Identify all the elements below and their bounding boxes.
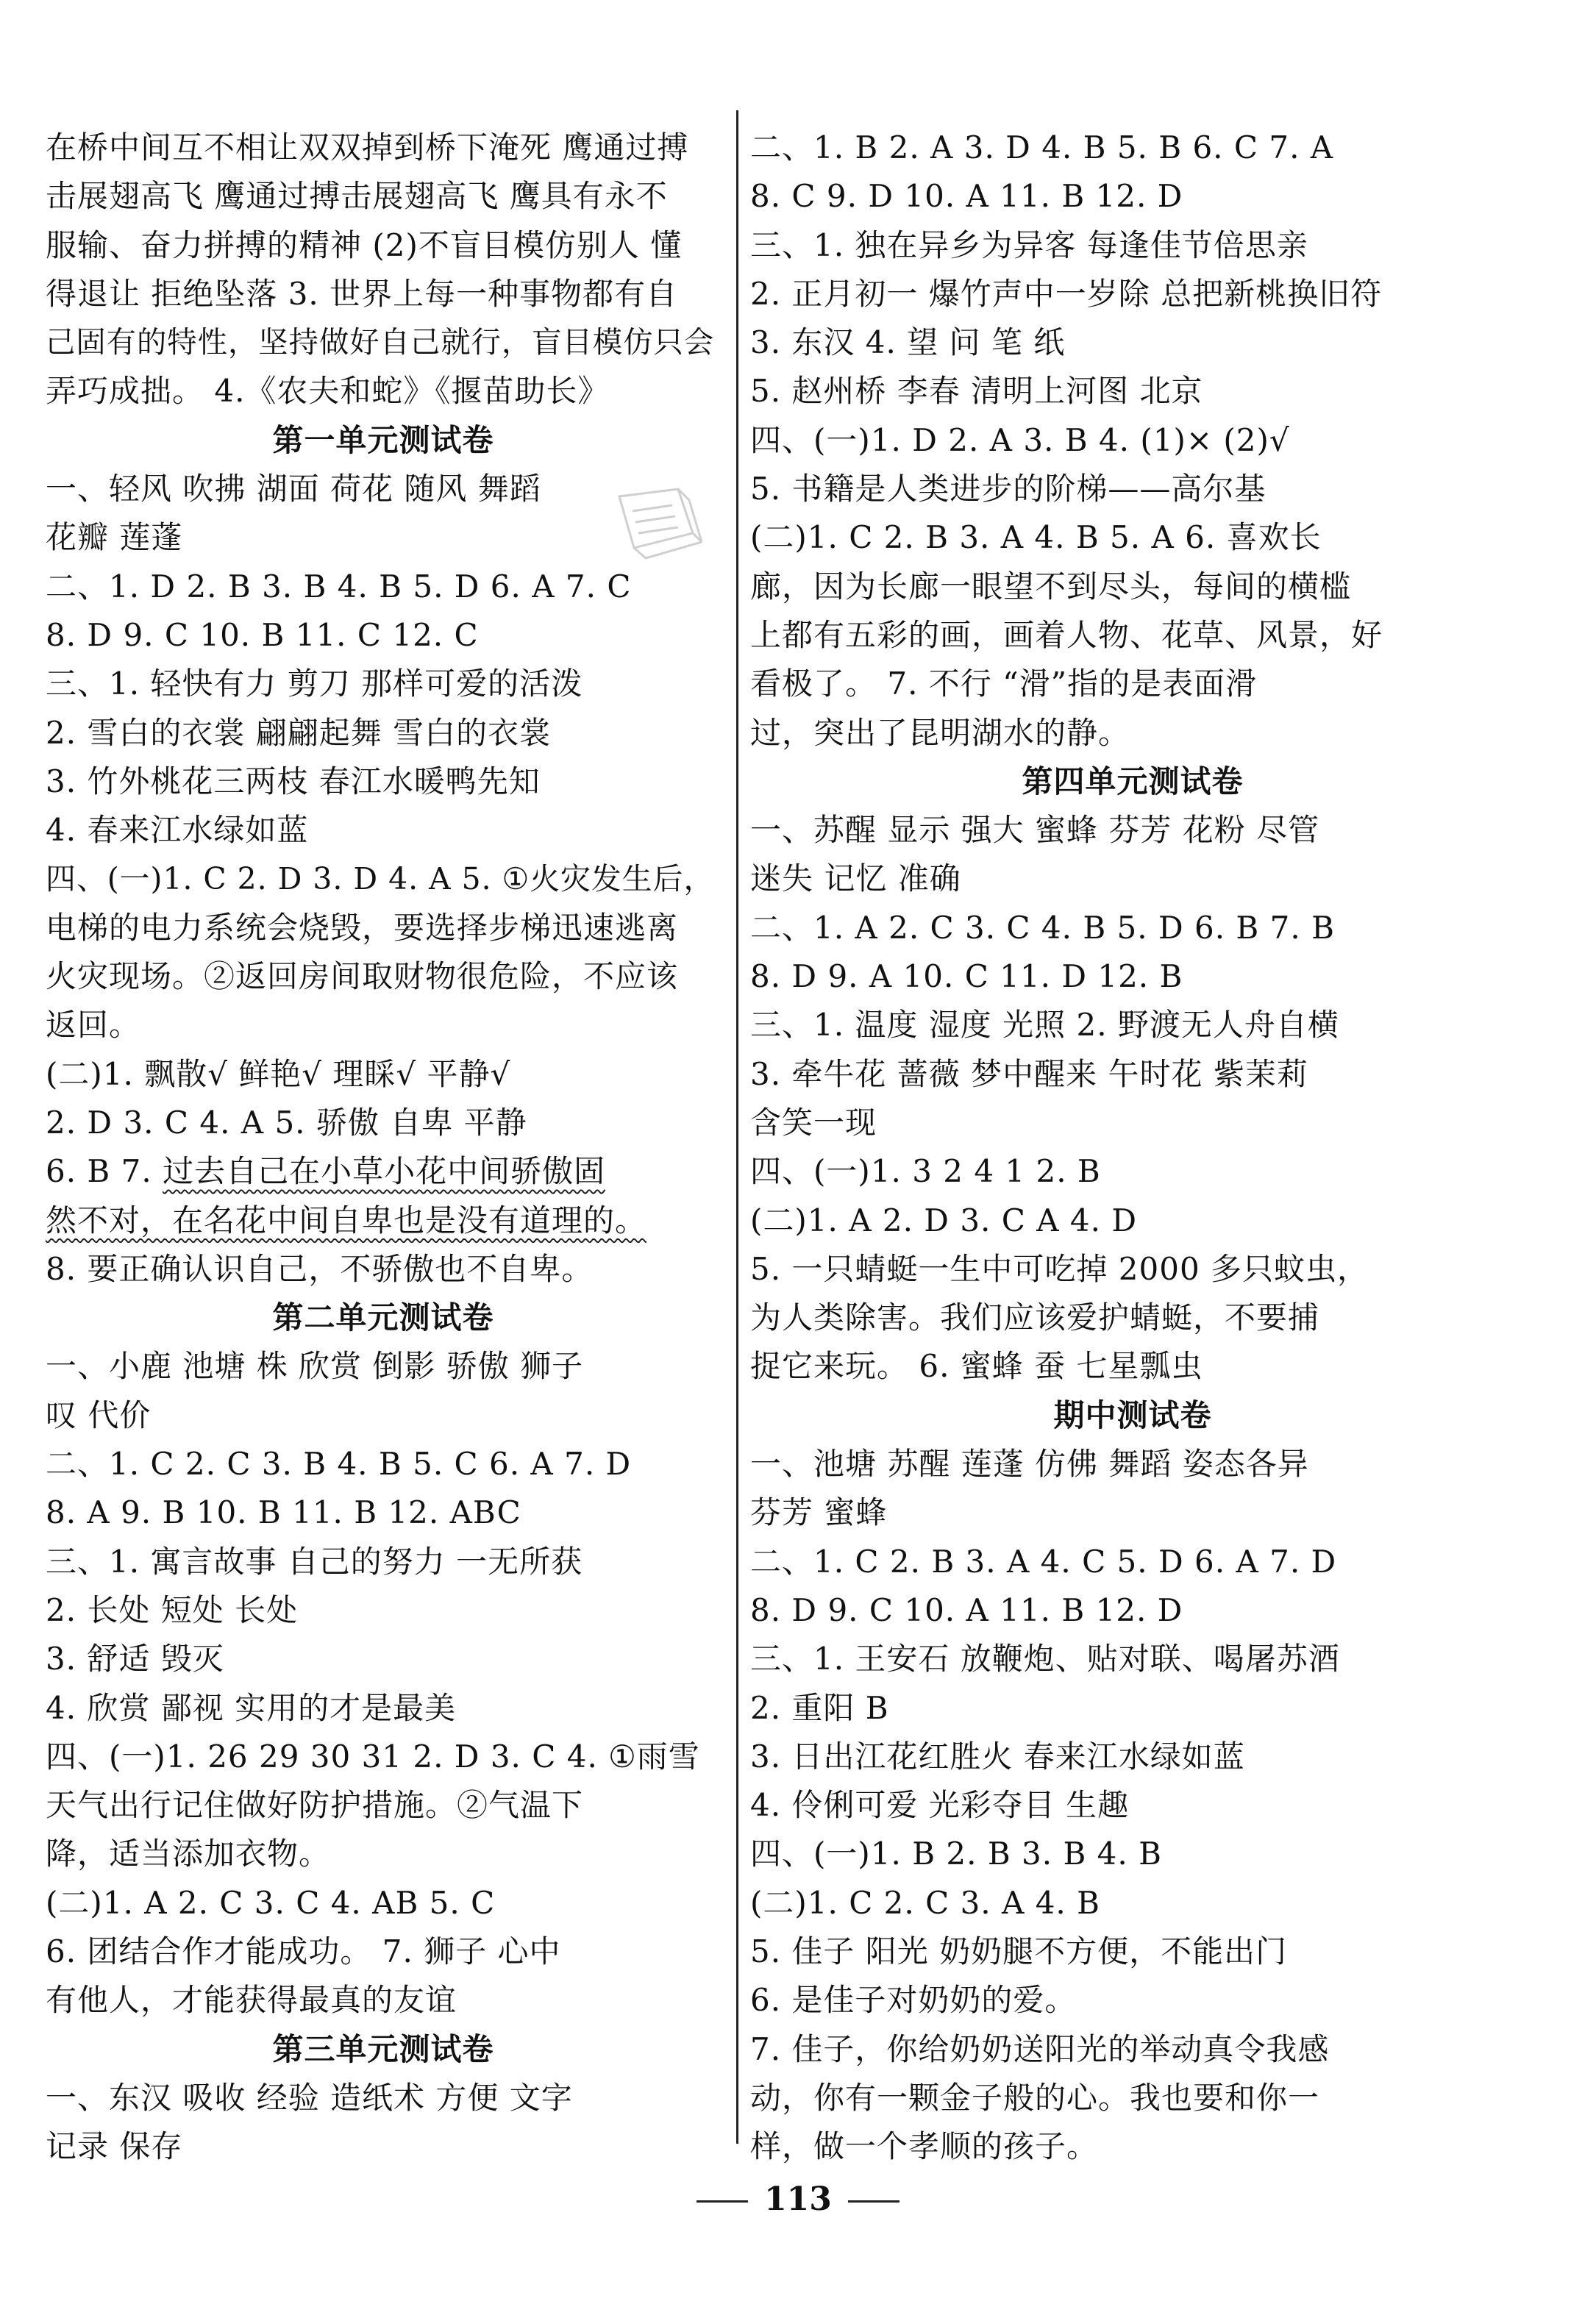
page-number-dash-left bbox=[697, 2200, 748, 2203]
right-answer-line: (二)1. A 2. D 3. C A 4. D bbox=[750, 1202, 1138, 1238]
left-answer-line: 火灾现场。②返回房间取财物很危险，不应该 bbox=[46, 958, 679, 995]
left-answer-line: 得退让 拒绝坠落 3. 世界上每一种事物都有自 bbox=[46, 275, 678, 312]
right-answer-line: 动，你有一颗金子般的心。我也要和你一 bbox=[750, 2079, 1320, 2116]
section-heading: 第四单元测试卷 bbox=[1022, 763, 1244, 799]
left-answer-line: 有他人，才能获得最真的友谊 bbox=[46, 1982, 457, 2019]
wavy-underlined-answer: 然不对，在名花中间自卑也是没有道理的。 bbox=[46, 1202, 647, 1238]
right-answer-line: 样，做一个孝顺的孩子。 bbox=[750, 2128, 1099, 2165]
right-answer-line: 一、池塘 苏醒 莲蓬 仿佛 舞蹈 姿态各异 bbox=[750, 1446, 1309, 1483]
right-answer-line: 3. 日出江花红胜火 春来江水绿如蓝 bbox=[750, 1738, 1245, 1775]
left-answer-line: 记录 保存 bbox=[46, 2128, 183, 2165]
left-answer-line: (二)1. A 2. C 3. C 4. AB 5. C bbox=[46, 1884, 496, 1921]
right-answer-line: 5. 书籍是人类进步的阶梯——高尔基 bbox=[750, 471, 1267, 507]
right-answer-line: 迷失 记忆 准确 bbox=[750, 860, 961, 897]
right-answer-line: (二)1. C 2. C 3. A 4. B bbox=[750, 1884, 1100, 1921]
left-answer-line: (二)1. 飘散√ 鲜艳√ 理睬√ 平静√ bbox=[46, 1055, 511, 1092]
left-answer-line: 花瓣 莲蓬 bbox=[46, 519, 183, 556]
left-answer-line: 3. 竹外桃花三两枝 春江水暖鸭先知 bbox=[46, 763, 541, 799]
right-answer-line: 捉它来玩。 6. 蜜蜂 蚕 七星瓢虫 bbox=[750, 1348, 1203, 1385]
left-answer-line: 二、1. D 2. B 3. B 4. B 5. D 6. A 7. C bbox=[46, 568, 632, 605]
left-answer-line: 四、(一)1. C 2. D 3. D 4. A 5. ①火灾发生后， bbox=[46, 861, 715, 897]
left-answer-line: 击展翅高飞 鹰通过搏击展翅高飞 鹰具有永不 bbox=[46, 178, 668, 215]
left-answer-line: 4. 春来江水绿如蓝 bbox=[46, 812, 309, 849]
page-number-dash-right bbox=[848, 2200, 899, 2203]
right-answer-line: 四、(一)1. B 2. B 3. B 4. B bbox=[750, 1836, 1162, 1872]
left-answer-line: 6. 团结合作才能成功。 7. 狮子 心中 bbox=[46, 1933, 561, 1969]
left-answer-line: 8. D 9. C 10. B 11. C 12. C bbox=[46, 616, 479, 653]
left-answer-line: 服输、奋力拼搏的精神 (2)不盲目模仿别人 懂 bbox=[46, 227, 683, 263]
right-answer-line: 7. 佳子，你给奶奶送阳光的举动真令我感 bbox=[750, 2030, 1330, 2067]
right-answer-line: 5. 一只蜻蜓一生中可吃掉 2000 多只蚊虫， bbox=[750, 1250, 1369, 1287]
left-answer-line: 8. 要正确认识自己，不骄傲也不自卑。 bbox=[46, 1250, 594, 1287]
right-answer-line: 5. 佳子 阳光 奶奶腿不方便，不能出门 bbox=[750, 1933, 1288, 1969]
right-answer-line: 2. 重阳 B bbox=[750, 1689, 889, 1726]
column-divider bbox=[736, 110, 738, 2144]
right-answer-line: (二)1. C 2. B 3. A 4. B 5. A 6. 喜欢长 bbox=[750, 519, 1322, 556]
left-answer-line: 在桥中间互不相让双双掉到桥下淹死 鹰通过搏 bbox=[46, 129, 689, 165]
left-answer-line: 2. D 3. C 4. A 5. 骄傲 自卑 平静 bbox=[46, 1104, 527, 1141]
right-answer-line: 一、苏醒 显示 强大 蜜蜂 芬芳 花粉 尽管 bbox=[750, 812, 1320, 849]
right-answer-line: 三、1. 王安石 放鞭炮、贴对联、喝屠苏酒 bbox=[750, 1641, 1340, 1677]
left-answer-line: 二、1. C 2. C 3. B 4. B 5. C 6. A 7. D bbox=[46, 1446, 632, 1483]
wavy-underlined-answer: 过去自己在小草小花中间骄傲固 bbox=[163, 1153, 606, 1190]
right-answer-line: 8. D 9. C 10. A 11. B 12. D bbox=[750, 1591, 1183, 1628]
right-answer-line: 8. D 9. A 10. C 11. D 12. B bbox=[750, 958, 1183, 995]
right-answer-line: 3. 东汉 4. 望 问 笔 纸 bbox=[750, 324, 1066, 361]
right-answer-line: 2. 正月初一 爆竹声中一岁除 总把新桃换旧符 bbox=[750, 275, 1383, 312]
left-answer-line: 2. 雪白的衣裳 翩翩起舞 雪白的衣裳 bbox=[46, 714, 552, 751]
left-answer-line: 一、轻风 吹拂 湖面 荷花 随风 舞蹈 bbox=[46, 471, 541, 507]
page-number-text: 113 bbox=[764, 2180, 832, 2218]
left-answer-line: 降，适当添加衣物。 bbox=[46, 1836, 331, 1872]
right-answer-line: 8. C 9. D 10. A 11. B 12. D bbox=[750, 178, 1183, 215]
section-heading: 期中测试卷 bbox=[1053, 1397, 1212, 1433]
right-answer-line: 为人类除害。我们应该爱护蜻蜓，不要捕 bbox=[750, 1299, 1320, 1336]
left-answer-line: 天气出行记住做好防护措施。②气温下 bbox=[46, 1787, 584, 1824]
right-answer-line: 四、(一)1. 3 2 4 1 2. B bbox=[750, 1153, 1101, 1190]
right-answer-line: 四、(一)1. D 2. A 3. B 4. (1)× (2)√ bbox=[750, 421, 1290, 458]
right-column bbox=[750, 124, 1515, 2171]
left-answer-line: 返回。 bbox=[46, 1007, 141, 1044]
left-answer-line: 2. 长处 短处 长处 bbox=[46, 1591, 299, 1628]
right-answer-line: 过，突出了昆明湖水的静。 bbox=[750, 714, 1130, 751]
left-answer-line bbox=[46, 1197, 721, 1245]
left-answer-line: 4. 欣赏 鄙视 实用的才是最美 bbox=[46, 1689, 457, 1726]
section-heading: 第一单元测试卷 bbox=[272, 421, 494, 458]
watermark-stamp-icon bbox=[605, 482, 708, 563]
left-answer-line: 四、(一)1. 26 29 30 31 2. D 3. C 4. ①雨雪 bbox=[46, 1738, 700, 1775]
left-answer-line: 叹 代价 bbox=[46, 1397, 152, 1433]
right-answer-line: 芬芳 蜜蜂 bbox=[750, 1494, 888, 1531]
section-heading: 第三单元测试卷 bbox=[272, 2030, 494, 2067]
left-answer-line: 弄巧成拙。 4.《农夫和蛇》《揠苗助长》 bbox=[46, 373, 610, 410]
left-answer-line: 一、小鹿 池塘 株 欣赏 倒影 骄傲 狮子 bbox=[46, 1348, 584, 1385]
right-answer-line: 三、1. 独在异乡为异客 每逢佳节倍思亲 bbox=[750, 227, 1308, 263]
right-answer-line: 含笑一现 bbox=[750, 1104, 877, 1141]
left-answer-line: 8. A 9. B 10. B 11. B 12. ABC bbox=[46, 1494, 521, 1531]
right-answer-line: 三、1. 温度 湿度 光照 2. 野渡无人舟自横 bbox=[750, 1007, 1339, 1044]
left-answer-line: 一、东汉 吸收 经验 造纸术 方便 文字 bbox=[46, 2079, 573, 2116]
right-answer-line: 二、1. A 2. C 3. C 4. B 5. D 6. B 7. B bbox=[750, 909, 1335, 946]
left-column bbox=[46, 124, 721, 2171]
right-answer-line: 3. 牵牛花 蔷薇 梦中醒来 午时花 紫茉莉 bbox=[750, 1055, 1308, 1092]
right-answer-line: 二、1. C 2. B 3. A 4. C 5. D 6. A 7. D bbox=[750, 1543, 1337, 1580]
right-answer-line: 5. 赵州桥 李春 清明上河图 北京 bbox=[750, 373, 1203, 410]
left-answer-line: 己固有的特性，坚持做好自己就行，盲目模仿只会 bbox=[46, 325, 715, 360]
left-answer-line: 电梯的电力系统会烧毁，要选择步梯迅速逃离 bbox=[46, 909, 679, 946]
left-answer-line: 6. B 7. 过去自己在小草小花中间骄傲固 bbox=[46, 1153, 606, 1190]
left-answer-line: 三、1. 轻快有力 剪刀 那样可爱的活泼 bbox=[46, 666, 583, 702]
right-answer-line: 廊，因为长廊一眼望不到尽头，每间的横槛 bbox=[750, 568, 1352, 605]
section-heading: 第二单元测试卷 bbox=[272, 1299, 494, 1336]
right-answer-line: 6. 是佳子对奶奶的爱。 bbox=[750, 1982, 1077, 2019]
right-answer-line: 4. 伶俐可爱 光彩夺目 生趣 bbox=[750, 1787, 1130, 1824]
right-answer-line: 二、1. B 2. A 3. D 4. B 5. B 6. C 7. A bbox=[750, 129, 1334, 165]
right-answer-line: 看极了。 7. 不行 “滑”指的是表面滑 bbox=[750, 666, 1258, 702]
left-answer-line: 3. 舒适 毁灭 bbox=[46, 1641, 224, 1677]
page-number bbox=[0, 2180, 1596, 2218]
left-answer-line: 三、1. 寓言故事 自己的努力 一无所获 bbox=[46, 1543, 583, 1580]
right-answer-line: 上都有五彩的画，画着人物、花草、风景，好 bbox=[750, 616, 1383, 653]
